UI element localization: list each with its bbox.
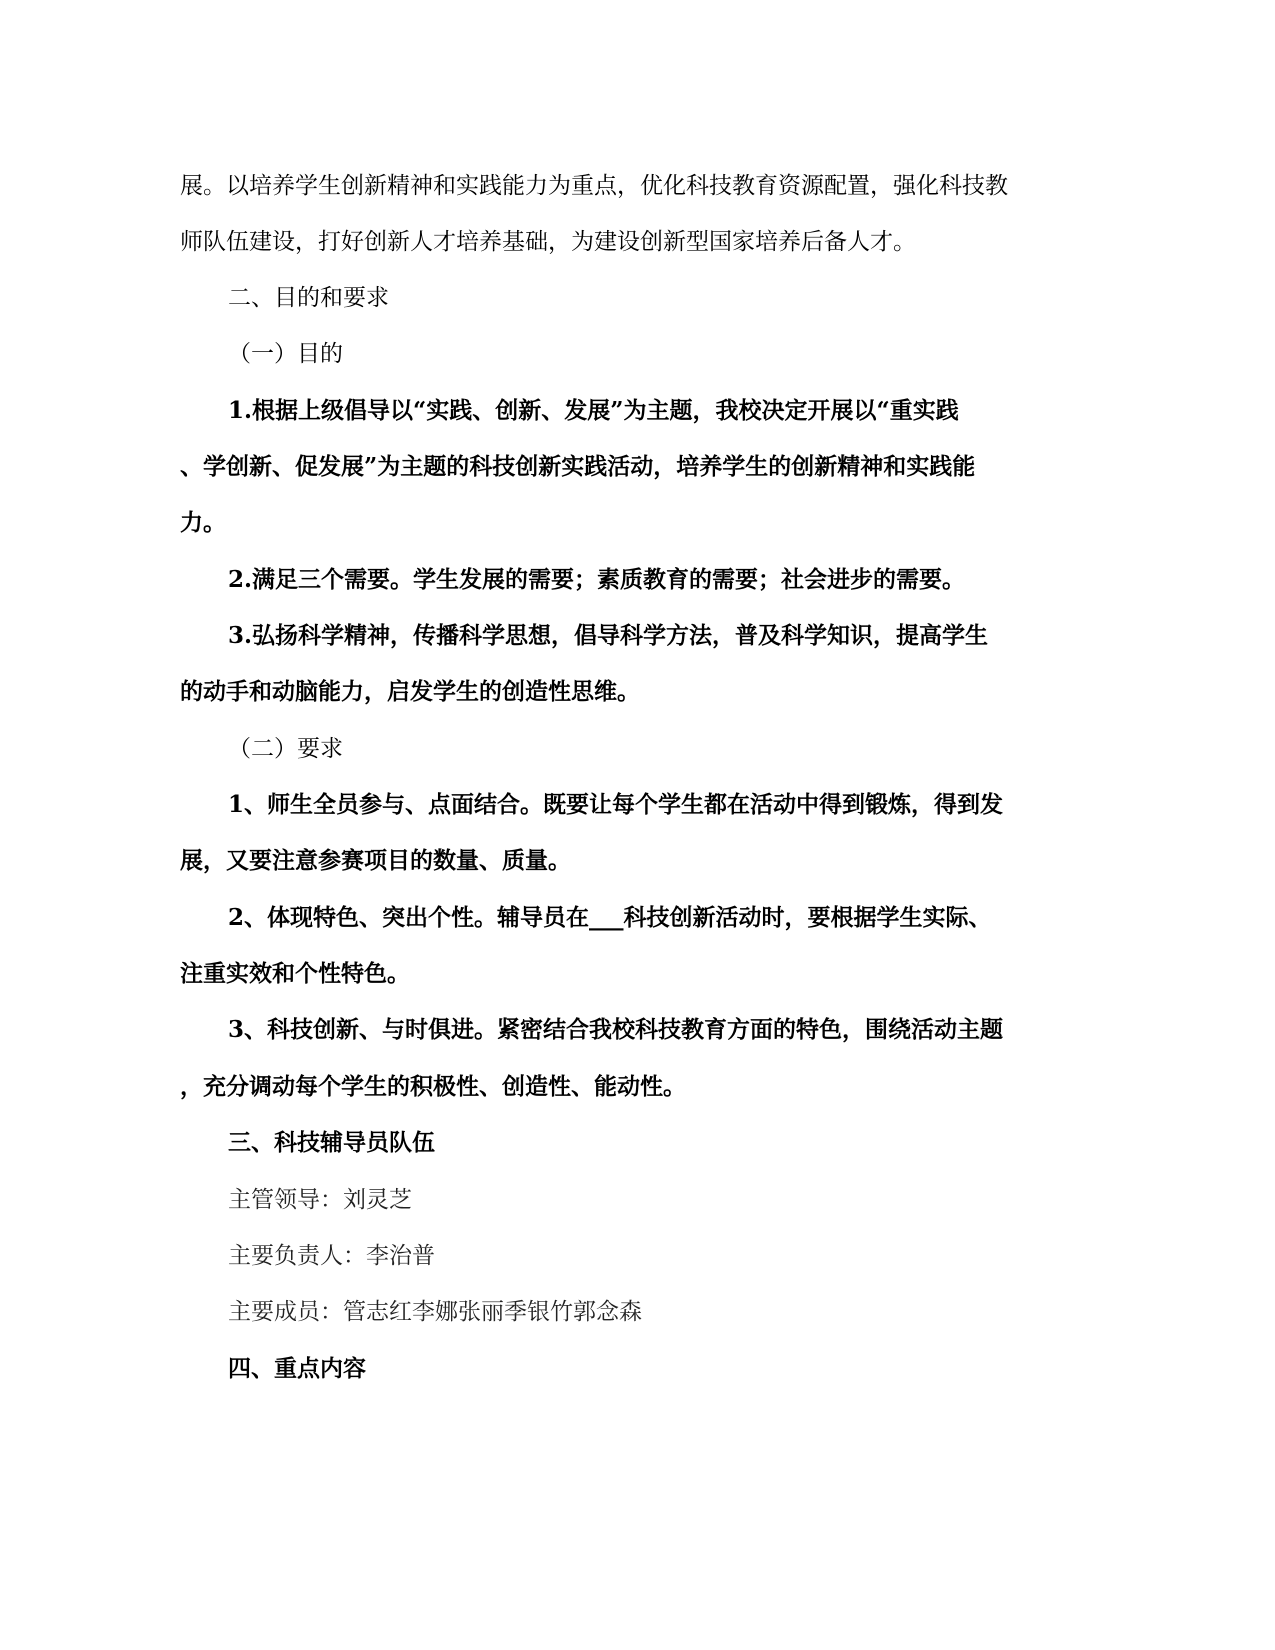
list-item-line: 、学创新、促发展”为主题的科技创新实践活动，培养学生的创新精神和实践能 [180,453,976,480]
list-item-line: 力。 [180,509,226,536]
list-item-line: 3.弘扬科学精神，传播科学思想，倡导科学方法，普及科学知识，提高学生 [228,622,989,649]
list-item-line: ，充分调动每个学生的积极性、创造性、能动性。 [180,1073,686,1100]
subsection-heading: （一）目的 [228,341,343,367]
list-item-line: 注重实效和个性特色。 [180,960,410,987]
subsection-heading: （二）要求 [228,736,343,762]
list-item-line: 的动手和动脑能力，启发学生的创造性思维。 [180,678,640,705]
list-item-line: 2、体现特色、突出个性。辅导员在___科技创新活动时，要根据学生实际、 [228,904,992,931]
paragraph-line: 师队伍建设，打好创新人才培养基础，为建设创新型国家培养后备人才。 [180,229,916,255]
list-item-line: 展，又要注意参赛项目的数量、质量。 [180,847,571,874]
list-item-line: 1.根据上级倡导以“实践、创新、发展”为主题，我校决定开展以“重实践 [228,397,959,424]
staff-line: 主要成员：管志红李娜张丽季银竹郭念森 [228,1299,642,1325]
staff-line: 主管领导：刘灵芝 [228,1187,412,1213]
list-item-line: 1、师生全员参与、点面结合。既要让每个学生都在活动中得到锻炼，得到发 [228,791,1004,818]
paragraph-line: 展。以培养学生创新精神和实践能力为重点，优化科技教育资源配置，强化科技教 [180,173,1008,199]
section-heading: 二、目的和要求 [228,285,389,311]
staff-line: 主要负责人：李治普 [228,1243,435,1269]
list-item-line: 2.满足三个需要。学生发展的需要；素质教育的需要；社会进步的需要。 [228,566,966,593]
section-heading: 三、科技辅导员队伍 [228,1129,435,1156]
section-heading: 四、重点内容 [228,1355,366,1382]
list-item-line: 3、科技创新、与时俱进。紧密结合我校科技教育方面的特色，围绕活动主题 [228,1016,1004,1043]
